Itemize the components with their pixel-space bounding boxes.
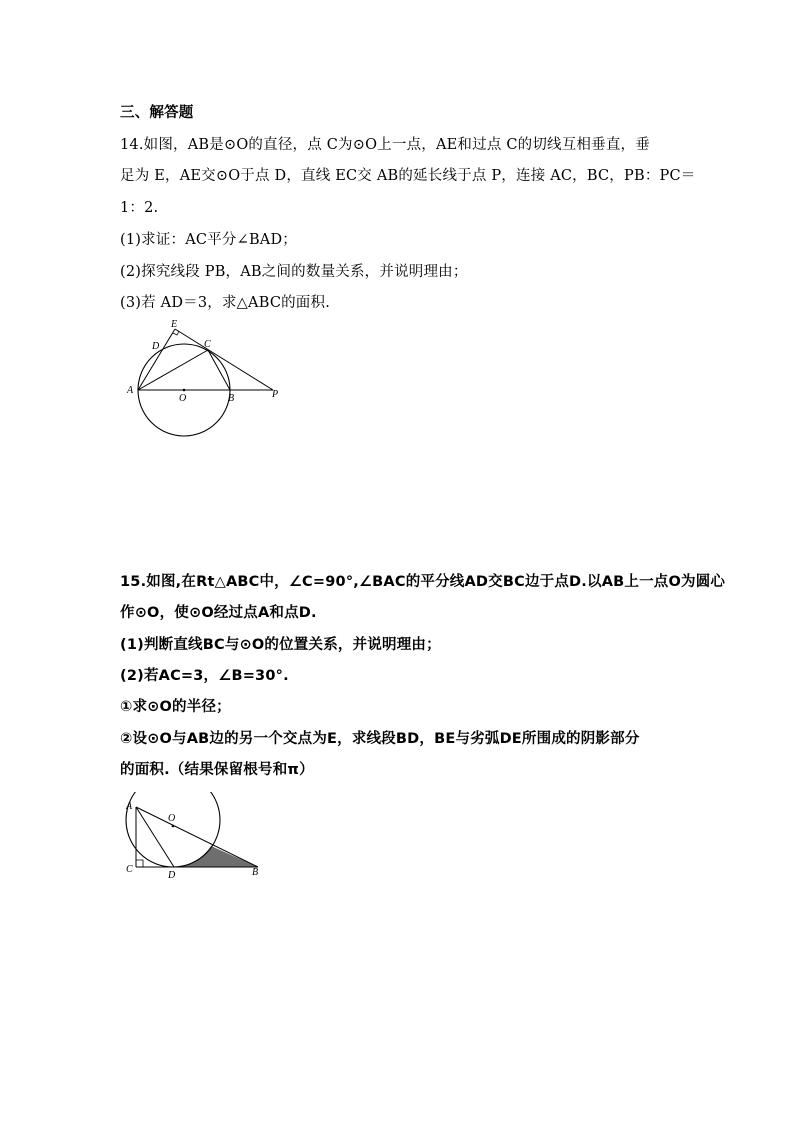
q15-label-a: A bbox=[126, 801, 133, 812]
q15-line-1: 15.如图,在Rt△ABC中，∠C=90°,∠BAC的平分线AD交BC边于点D.以AB上一点O为圆心 bbox=[120, 574, 726, 590]
q14-line-ae bbox=[138, 329, 175, 390]
q15-part-1: (1)判断直线BC与⊙O的位置关系，并说明理由； bbox=[120, 637, 441, 653]
q14-geometry-figure bbox=[118, 315, 293, 440]
q14-label-e: E bbox=[171, 319, 178, 330]
q15-line-last: 的面积.（结果保留根号和π） bbox=[120, 762, 314, 778]
q15-part-2: (2)若AC=3，∠B=30°. bbox=[120, 668, 289, 684]
q15-line-2: 作⊙O，使⊙O经过点A和点D. bbox=[120, 605, 317, 621]
q14-line-ep bbox=[175, 329, 273, 390]
q14-label-b: B bbox=[228, 393, 235, 404]
q14-line-2: 足为 E，AE交⊙O于点 D，直线 EC交 AB的延长线于点 P，连接 AC，BC，PB：PC＝ bbox=[120, 168, 696, 184]
q14-label-c: C bbox=[204, 339, 211, 350]
q15-part-2-sub-1: ①求⊙O的半径； bbox=[120, 699, 231, 715]
q15-center-dot bbox=[172, 825, 175, 828]
q14-part-1: (1)求证：AC平分∠BAD； bbox=[120, 232, 298, 248]
q15-right-angle-mark bbox=[136, 860, 143, 867]
q14-label-a: A bbox=[127, 385, 134, 396]
q14-center-dot bbox=[183, 389, 186, 392]
q14-line-ac bbox=[138, 350, 208, 390]
q14-label-d: D bbox=[152, 341, 160, 352]
q14-part-2: (2)探究线段 PB，AB之间的数量关系，并说明理由； bbox=[120, 264, 468, 280]
q14-label-o: O bbox=[179, 393, 187, 404]
q14-label-p: P bbox=[272, 389, 279, 400]
q15-part-2-sub-2: ②设⊙O与AB边的另一个交点为E，求线段BD，BE与劣弧DE所围成的阴影部分 bbox=[120, 731, 640, 747]
section-title: 三、解答题 bbox=[120, 104, 194, 121]
q15-label-b: B bbox=[252, 867, 259, 878]
q14-line-3: 1：2. bbox=[120, 200, 159, 216]
q14-part-3: (3)若 AD＝3，求△ABC的面积. bbox=[120, 295, 331, 311]
q15-label-c: C bbox=[126, 864, 133, 875]
q15-label-o: O bbox=[168, 813, 176, 824]
q15-geometry-figure bbox=[118, 792, 268, 887]
q15-line-ab bbox=[136, 807, 258, 867]
q14-line-1: 14.如图，AB是⊙O的直径，点 C为⊙O上一点，AE和过点 C的切线互相垂直，垂 bbox=[120, 137, 650, 153]
q15-shaded-region bbox=[174, 846, 258, 867]
q15-label-d: D bbox=[168, 870, 176, 881]
